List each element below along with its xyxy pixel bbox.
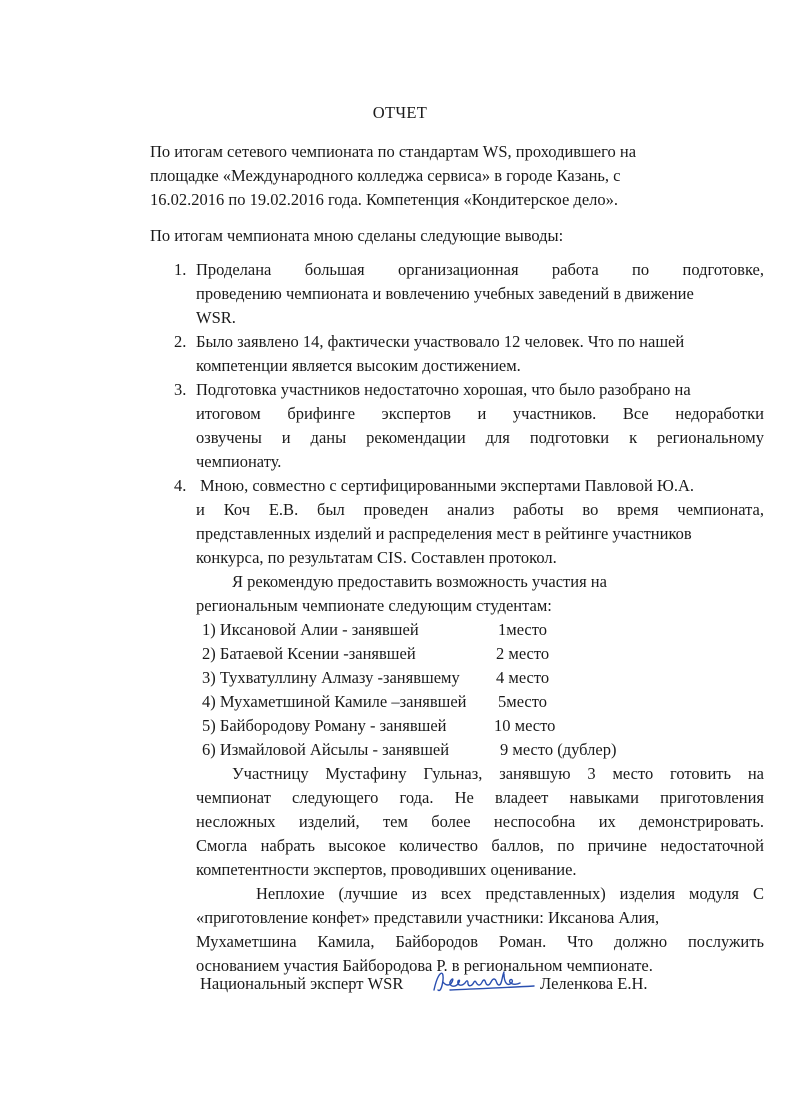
item-line: Проделана большая организационная работа по подготовке, xyxy=(196,260,764,279)
signature-role: Национальный эксперт WSR xyxy=(200,974,404,993)
note-line: компетентности экспертов, проводивших оценивание. xyxy=(196,860,577,879)
item-line: чемпионату. xyxy=(196,452,282,471)
item-line: WSR. xyxy=(196,308,236,327)
item-line: озвучены и даны рекомендации для подготовки к региональному xyxy=(196,428,764,447)
item-line: и Коч Е.В. был проведен анализ работы во время чемпионата, xyxy=(196,500,764,519)
item-number: 4. xyxy=(174,476,187,495)
item-number: 2. xyxy=(174,332,187,351)
best-line: Неплохие (лучшие из всех представленных) изделия модуля С xyxy=(256,884,764,903)
recommend-line: региональным чемпионате следующим студентам: xyxy=(196,596,552,615)
item-line: представленных изделий и распределения мест в рейтинге участников xyxy=(196,524,692,543)
student-name: 1) Иксановой Алии - занявшей xyxy=(202,620,419,639)
student-place: 9 место (дублер) xyxy=(500,740,617,759)
intro-line: площадке «Международного колледжа сервиса» в городе Казань, с xyxy=(150,166,621,185)
student-place: 4 место xyxy=(496,668,550,687)
item-line: Было заявлено 14, фактически участвовало 12 человек. Что по нашей xyxy=(196,332,685,351)
intro-line: По итогам сетевого чемпионата по стандартам WS, проходившего на xyxy=(150,142,637,161)
student-name: 4) Мухаметшиной Камиле –занявшей xyxy=(202,692,467,711)
document-title: ОТЧЕТ xyxy=(372,103,428,122)
student-place: 5место xyxy=(498,692,547,711)
item-number: 3. xyxy=(174,380,187,399)
handwritten-signature xyxy=(430,966,540,1002)
note-line: несложных изделий, тем более неспособна их демонстрировать. xyxy=(196,812,764,831)
item-line: итоговом брифинге экспертов и участников. Все недоработки xyxy=(196,404,764,423)
item-line: конкурса, по результатам CIS. Составлен протокол. xyxy=(196,548,557,567)
intro-line: 16.02.2016 по 19.02.2016 года. Компетенция «Кондитерское дело». xyxy=(150,190,619,209)
item-line: Подготовка участников недостаточно хорошая, что было разобрано на xyxy=(196,380,691,399)
item-line: компетенции является высоким достижением. xyxy=(196,356,521,375)
item-line: проведению чемпионата и вовлечению учебных заведений в движение xyxy=(196,284,694,303)
student-place: 2 место xyxy=(496,644,550,663)
item-line: Мною, совместно с сертифицированными экспертами Павловой Ю.А. xyxy=(200,476,695,495)
student-name: 6) Измайловой Айсылы - занявшей xyxy=(202,740,450,759)
student-name: 2) Батаевой Ксении -занявшей xyxy=(202,644,416,663)
item-number: 1. xyxy=(174,260,187,279)
student-place: 10 место xyxy=(494,716,556,735)
note-line: чемпионат следующего года. Не владеет навыками приготовления xyxy=(196,788,764,807)
conclusions-intro: По итогам чемпионата мною сделаны следующие выводы: xyxy=(150,226,564,245)
note-line: Смогла набрать высокое количество баллов, по причине недостаточной xyxy=(196,836,764,855)
best-line: основанием участия Байбородова Р. в региональном чемпионате. xyxy=(196,956,653,975)
best-line: «приготовление конфет» представили участники: Иксанова Алия, xyxy=(196,908,660,927)
student-name: 5) Байбородову Роману - занявшей xyxy=(202,716,447,735)
note-line: Участницу Мустафину Гульназ, занявшую 3 место готовить на xyxy=(232,764,764,783)
best-line: Мухаметшина Камила, Байбородов Роман. Что должно послужить xyxy=(196,932,764,951)
signature-name: Леленкова Е.Н. xyxy=(540,974,648,993)
student-name: 3) Тухватуллину Алмазу -занявшему xyxy=(202,668,460,687)
recommend-line: Я рекомендую предоставить возможность участия на xyxy=(232,572,607,591)
student-place: 1место xyxy=(498,620,547,639)
